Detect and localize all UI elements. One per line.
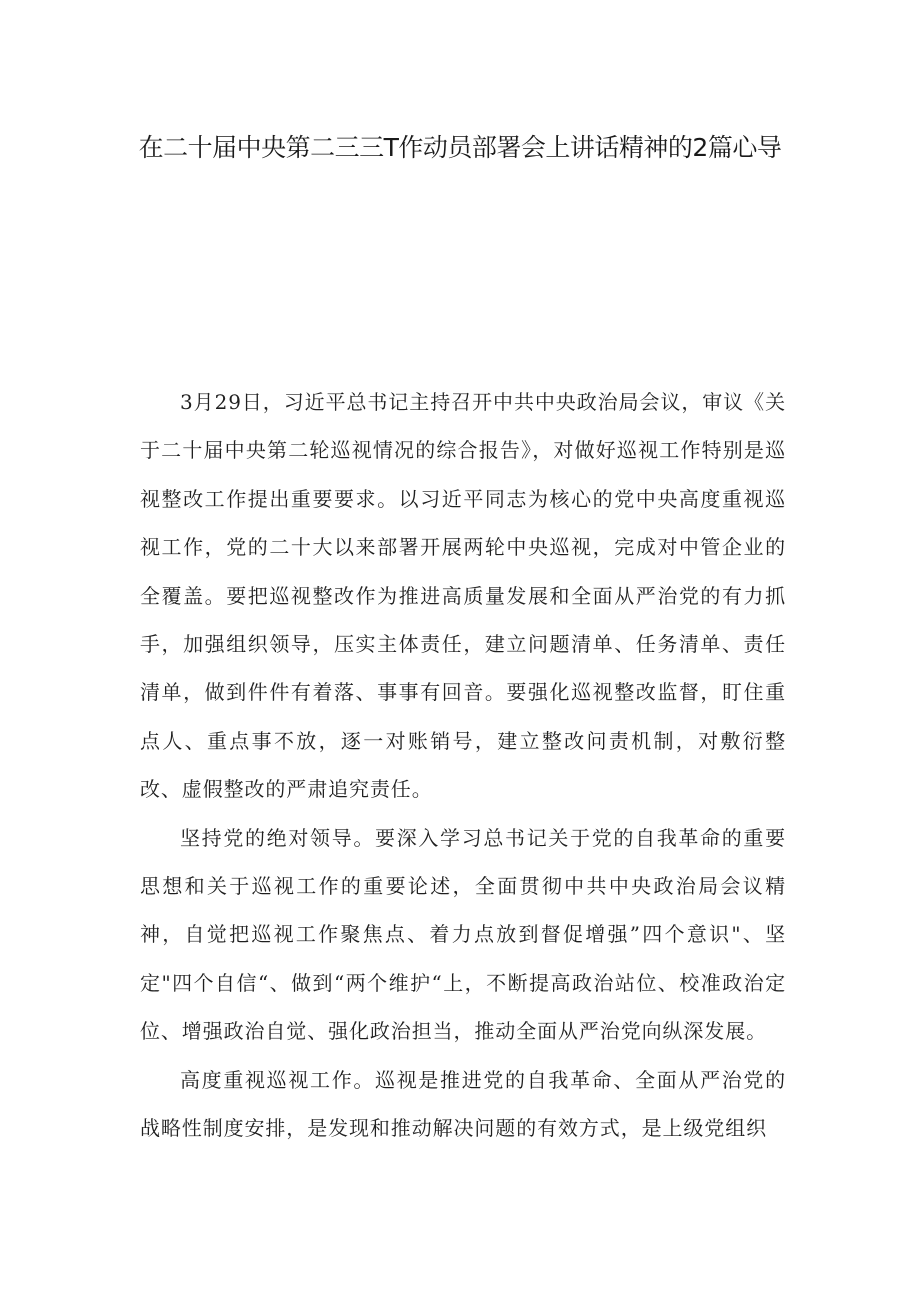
- document-title: 在二十届中央第二三三T作动员部署会上讲话精神的2篇心导: [138, 133, 782, 162]
- paragraph-3: 高度重视巡视工作。巡视是推进党的自我革命、全面从严治党的战略性制度安排，是发现和推动解决问题的有效方式，是上级党组织: [140, 1067, 786, 1141]
- paragraph-2: 坚持党的绝对领导。要深入学习总书记关于党的自我革命的重要思想和关于巡视工作的重要论述，全面贯彻中共中央政治局会议精神，自觉把巡视工作聚焦点、着力点放到督促增强”四个意识"、坚定"四个自信“、做到“两个维护“上，不断提高政治站位、校准政治定位、增强政治自觉、强化政治担当，推动全面从严治党向纵深发展。: [140, 825, 786, 1044]
- paragraph-1: 3月29日，习近平总书记主持召开中共中央政治局会议，审议《关于二十届中央第二轮巡视情况的综合报告》，对做好巡视工作特别是巡视整改工作提出重要要求。以习近平同志为核心的党中央高度重视巡视工作，党的二十大以来部署开展两轮中央巡视，完成对中管企业的全覆盖。要把巡视整改作为推进高质量发展和全面从严治党的有力抓手，加强组织领导，压实主体责任，建立问题清单、任务清单、责任清单，做到件件有着落、事事有回音。要强化巡视整改监督，盯住重点人、重点事不放，逐一对账销号，建立整改问责机制，对敷衍整改、虚假整改的严肃追究责任。: [140, 390, 786, 802]
- document-body: [140, 378, 786, 1153]
